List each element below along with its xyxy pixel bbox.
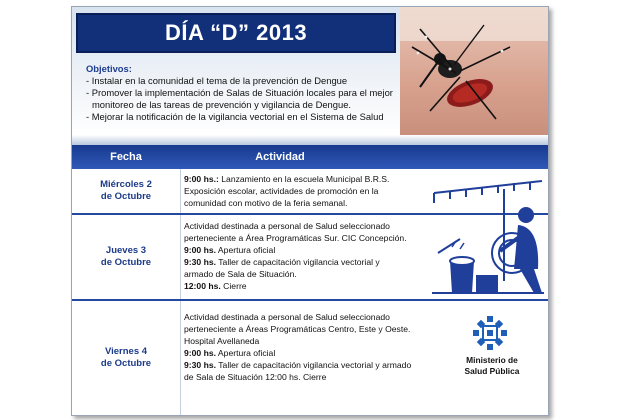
objective-item: monitoreo de las tareas de prevención y vigilancia de Dengue.: [92, 99, 352, 110]
activity-line: perteneciente a Áreas Programáticas Centro, Este y Oeste.: [184, 324, 411, 334]
title-banner: [76, 13, 396, 53]
date-month: de Octubre: [100, 257, 152, 268]
ministry-name-line1: Ministerio de: [466, 355, 518, 365]
divider-band: [72, 135, 548, 145]
dia-d-flyer: [71, 6, 549, 416]
activity-line: Exposición escolar, actividades de promoción en la: [184, 186, 379, 196]
objectives-block: [86, 63, 406, 123]
row-activity: [184, 311, 484, 383]
activity-line: 9:00 hs.: Lanzamiento en la escuela Municipal B.R.S.: [184, 174, 390, 184]
table-header: [72, 145, 548, 169]
row-date: [72, 301, 180, 415]
activity-line: armado de Sala de Situación.: [184, 269, 297, 279]
objectives-heading: Objetivos:: [86, 63, 132, 74]
activity-line: perteneciente a Área Programáticas Sur. CIC Concepción.: [184, 233, 407, 243]
activity-line: 9:00 hs. Apertura oficial: [184, 348, 276, 358]
activity-line: Actividad destinada a personal de Salud seleccionado: [184, 312, 390, 322]
ministry-name: [450, 355, 534, 377]
page-title: DÍA “D” 2013: [164, 20, 308, 45]
activity-line: 9:30 hs. Taller de capacitación vigilancia vectorial y armado: [184, 360, 412, 370]
activity-line: Hospital Avellaneda: [184, 336, 260, 346]
date-day: Jueves 3: [105, 245, 147, 256]
row-date: [72, 215, 180, 299]
objective-item: - Instalar en la comunidad el tema de la prevención de Dengue: [86, 75, 348, 86]
objective-item: - Mejorar la notificación de la vigilancia vectorial en el Sistema de Salud: [86, 111, 384, 122]
row-date: [72, 169, 180, 213]
date-month: de Octubre: [100, 358, 152, 369]
activity-line: comunidad con motivo de la feria semanal.: [184, 198, 348, 208]
ministry-logo: [472, 315, 508, 351]
column-header-fecha: Fecha: [110, 151, 142, 163]
activity-line: 9:00 hs. Apertura oficial: [184, 245, 276, 255]
column-header-actividad: Actividad: [255, 151, 305, 163]
worker-illustration: [430, 169, 546, 297]
date-day: Viernes 4: [104, 346, 148, 357]
date-month: de Octubre: [100, 191, 152, 202]
activity-line: 12:00 hs. Cierre: [184, 281, 247, 291]
activity-line: de Sala de Situación 12:00 hs. Cierre: [184, 372, 327, 382]
activity-line: Actividad destinada a personal de Salud seleccionado: [184, 221, 390, 231]
objective-item: - Promover la implementación de Salas de Situación locales para el mejor: [86, 87, 393, 98]
header-area: [72, 7, 548, 135]
ministry-name-line2: Salud Pública: [464, 366, 520, 376]
date-day: Miércoles 2: [100, 179, 152, 190]
activity-line: 9:30 hs. Taller de capacitación vigilancia vectorial y: [184, 257, 380, 267]
mosquito-photo: [400, 7, 548, 135]
